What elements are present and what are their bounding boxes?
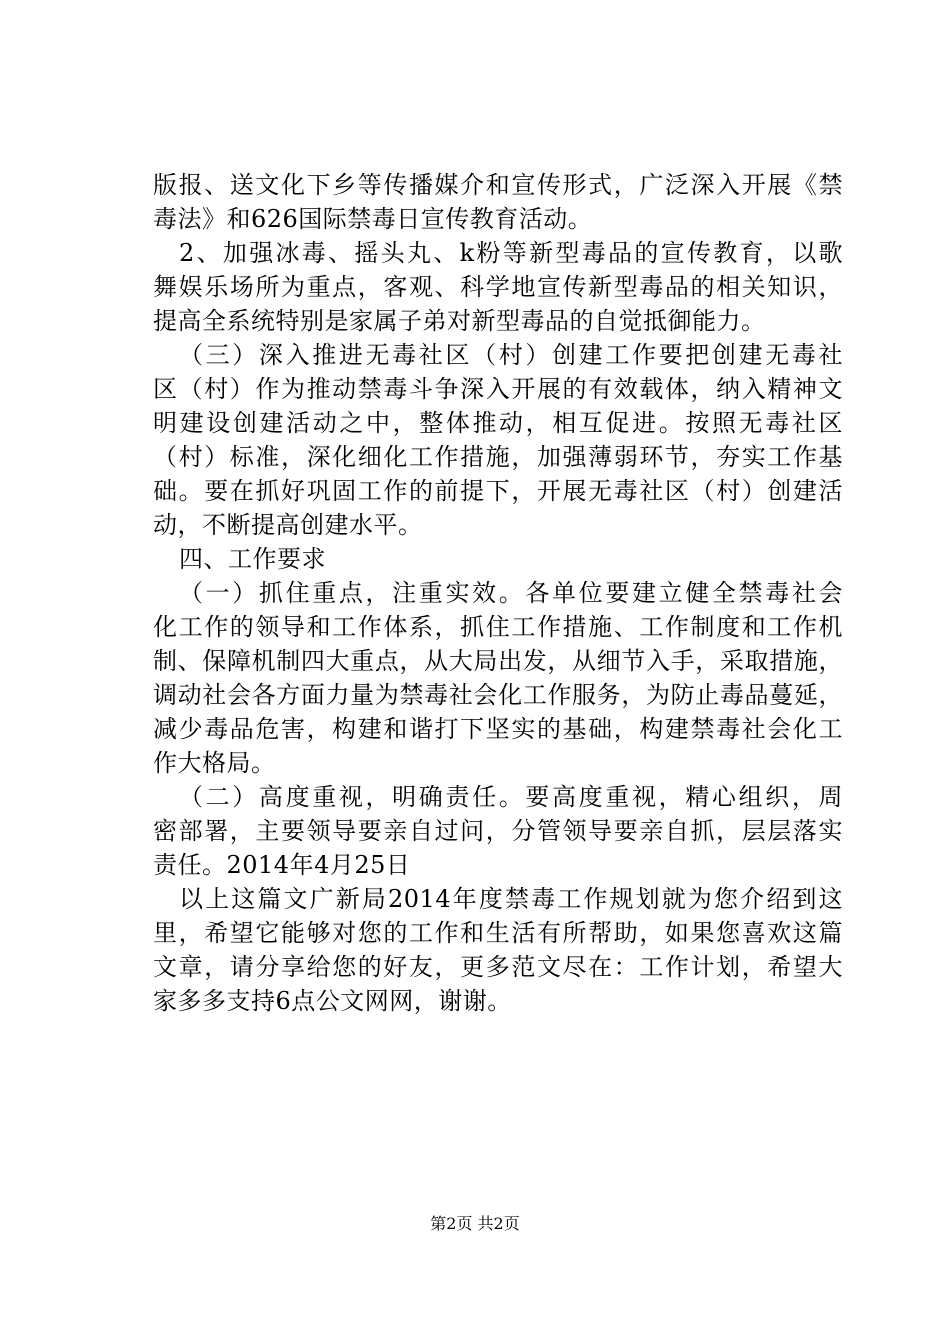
text-line: 以上这篇文广新局2014年度禁毒工作规划就为您介绍到这 [179,885,843,913]
text-line: 毒法》和626国际禁毒日宣传教育活动。 [153,205,593,233]
text-line: 舞娱乐场所为重点，客观、科学地宣传新型毒品的相关知识， [153,273,843,301]
text-line: 动，不断提高创建水平。 [153,511,423,539]
text-line: 作大格局。 [153,749,276,777]
text-line: 础。要在抓好巩固工作的前提下，开展无毒社区（村）创建活 [153,477,843,505]
text-line: （三）深入推进无毒社区（村）创建工作要把创建无毒社 [179,341,843,369]
document-body [153,168,843,1018]
text-line: 制、保障机制四大重点，从大局出发，从细节入手，采取措施， [153,647,843,675]
text-line: 里，希望它能够对您的工作和生活有所帮助，如果您喜欢这篇 [153,919,843,947]
text-line: 密部署，主要领导要亲自过问，分管领导要亲自抓，层层落实 [153,817,843,845]
text-line: （一）抓住重点，注重实效。各单位要建立健全禁毒社会 [179,579,843,607]
text-line: 调动社会各方面力量为禁毒社会化工作服务，为防止毒品蔓延， [153,681,843,709]
text-line: 四、工作要求 [179,545,326,573]
text-line: 2、加强冰毒、摇头丸、k粉等新型毒品的宣传教育，以歌 [179,239,843,267]
text-line: 版报、送文化下乡等传播媒介和宣传形式，广泛深入开展《禁 [153,171,843,199]
text-line: （二）高度重视，明确责任。要高度重视，精心组织，周 [179,783,843,811]
text-line: 文章，请分享给您的好友，更多范文尽在：工作计划，希望大 [153,953,843,981]
text-line: 化工作的领导和工作体系，抓住工作措施、工作制度和工作机 [153,613,843,641]
text-line: 明建设创建活动之中，整体推动，相互促进。按照无毒社区 [153,409,843,437]
text-line: 减少毒品危害，构建和谐打下坚实的基础，构建禁毒社会化工 [153,715,843,743]
text-line: 提高全系统特别是家属子弟对新型毒品的自觉抵御能力。 [153,307,766,335]
page-footer [0,1214,950,1234]
page-number-label: 第2页 共2页 [430,1214,520,1233]
text-line: 区（村）作为推动禁毒斗争深入开展的有效载体，纳入精神文 [153,375,843,403]
text-line: 家多多支持6点公文网网，谢谢。 [153,987,512,1015]
text-line: （村）标准，深化细化工作措施，加强薄弱环节，夯实工作基 [153,443,843,471]
text-line: 责任。2014年4月25日 [153,851,411,879]
